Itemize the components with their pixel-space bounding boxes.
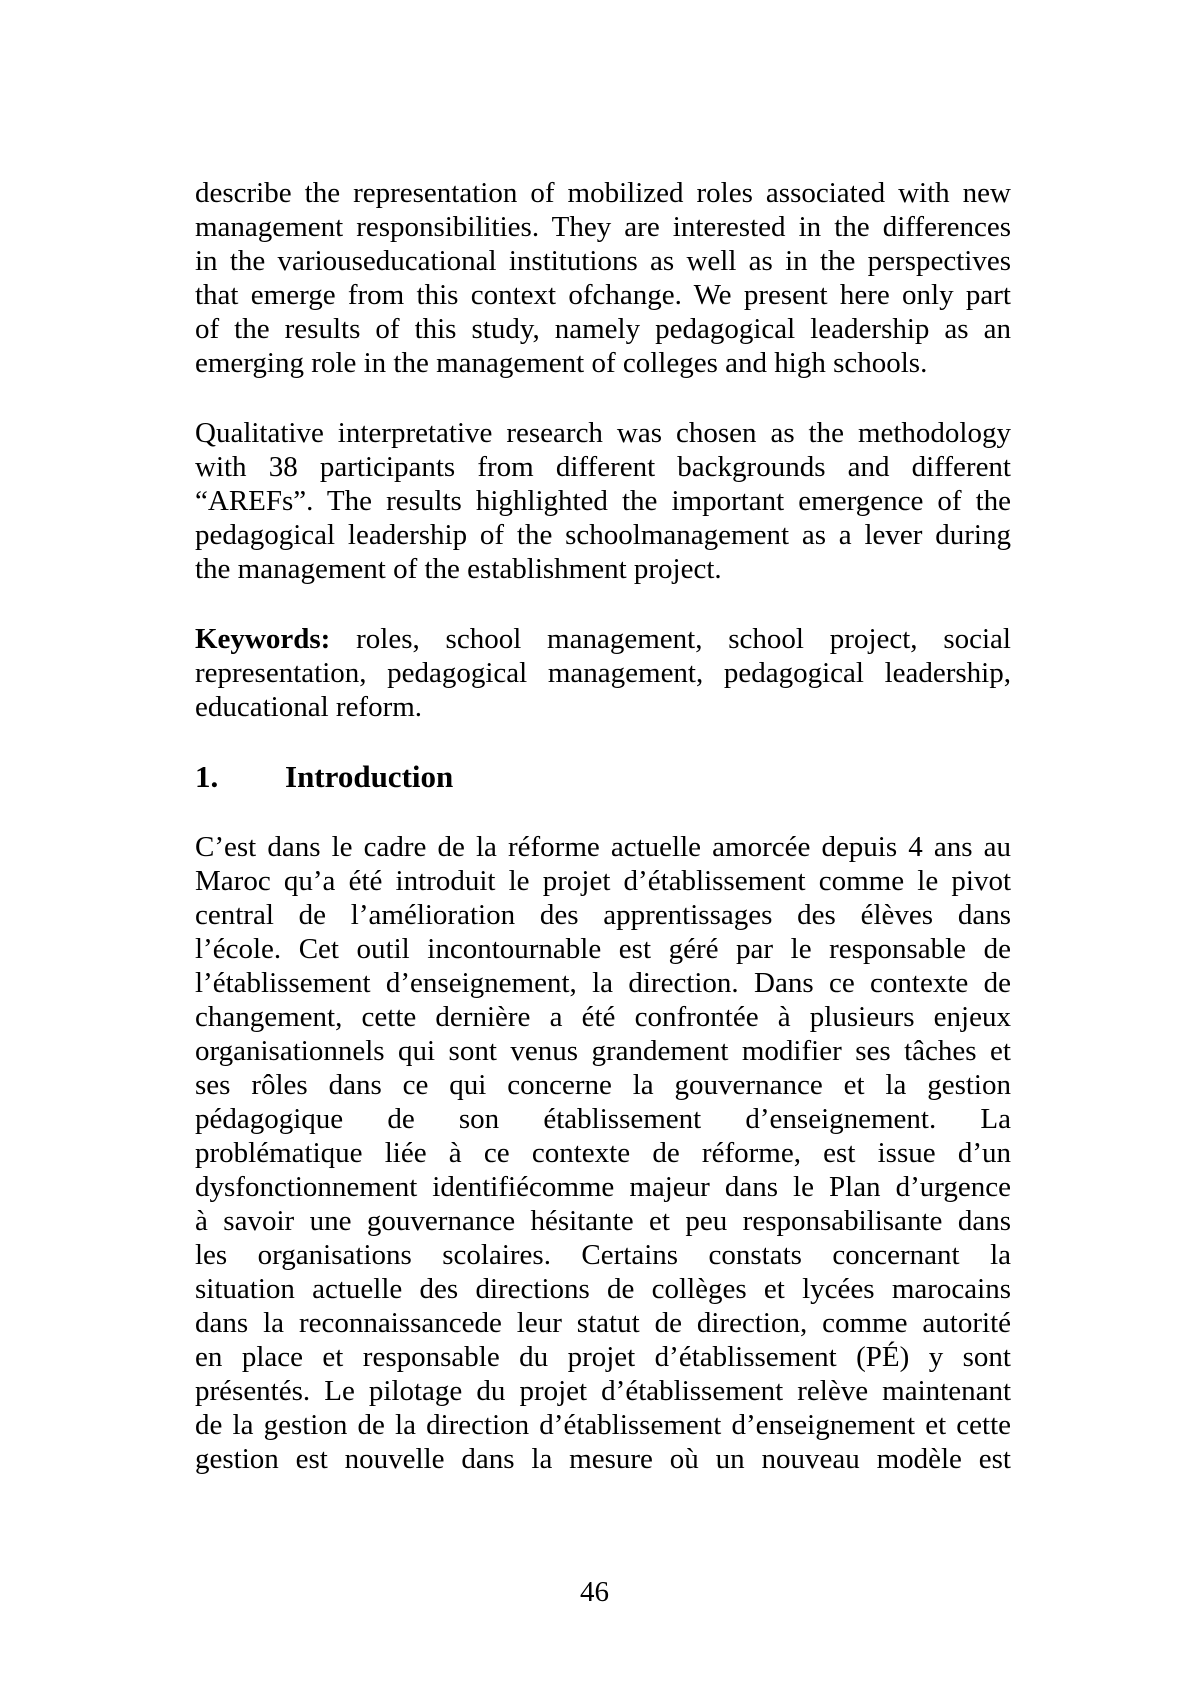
text-line: C’est dans le cadre de la réforme actuelle amorcée depuis 4 ans au xyxy=(195,831,1011,863)
text-line: the management of the establishment project. xyxy=(195,553,722,585)
text-line: dysfonctionnement identifiécomme majeur dans le Plan d’urgence xyxy=(195,1171,1011,1203)
text-line: les organisations scolaires. Certains constats concernant la xyxy=(195,1239,1011,1271)
text-line: problématique liée à ce contexte de réforme, est issue d’un xyxy=(195,1137,1011,1169)
text-line: dans la reconnaissancede leur statut de direction, comme autorité xyxy=(195,1307,1011,1339)
text-line: describe the representation of mobilized roles associated with new xyxy=(195,177,1011,209)
page-number: 46 xyxy=(580,1576,609,1608)
keywords-label: Keywords: xyxy=(195,623,331,655)
text-line: Maroc qu’a été introduit le projet d’établissement comme le pivot xyxy=(195,865,1011,897)
text-line: management responsibilities. They are interested in the differences xyxy=(195,211,1011,243)
text-line: gestion est nouvelle dans la mesure où un nouveau modèle est xyxy=(195,1443,1011,1475)
text-line: à savoir une gouvernance hésitante et peu responsabilisante dans xyxy=(195,1205,1011,1237)
text-line: pédagogique de son établissement d’enseignement. La xyxy=(195,1103,1011,1135)
section-number: 1. xyxy=(195,759,219,794)
text-line: l’établissement d’enseignement, la direction. Dans ce contexte de xyxy=(195,967,1011,999)
keywords-line-1 xyxy=(195,622,1011,656)
introduction-paragraph xyxy=(195,830,1011,1476)
text-block xyxy=(195,176,1011,1512)
text-line: changement, cette dernière a été confrontée à plusieurs enjeux xyxy=(195,1001,1011,1033)
text-line: en place et responsable du projet d’établissement (PÉ) y sont xyxy=(195,1341,1011,1373)
abstract-paragraph-1 xyxy=(195,176,1011,380)
text-line: ses rôles dans ce qui concerne la gouvernance et la gestion xyxy=(195,1069,1011,1101)
text-line: in the variouseducational institutions as well as in the perspectives xyxy=(195,245,1011,277)
text-line: situation actuelle des directions de collèges et lycées marocains xyxy=(195,1273,1011,1305)
abstract-paragraph-2 xyxy=(195,416,1011,586)
section-heading xyxy=(195,760,1011,794)
text-line: pedagogical leadership of the schoolmanagement as a lever during xyxy=(195,519,1011,551)
keywords-line-1-rest: roles, school management, school project, social xyxy=(330,623,1011,655)
text-line: central de l’amélioration des apprentissages des élèves dans xyxy=(195,899,1011,931)
text-line: l’école. Cet outil incontournable est géré par le responsable de xyxy=(195,933,1011,965)
text-line: Qualitative interpretative research was chosen as the methodology xyxy=(195,417,1011,449)
section-title: Introduction xyxy=(285,759,454,794)
text-line: de la gestion de la direction d’établissement d’enseignement et cette xyxy=(195,1409,1011,1441)
keywords-line-3: educational reform. xyxy=(195,691,423,723)
text-line: with 38 participants from different backgrounds and different xyxy=(195,451,1011,483)
keywords-block xyxy=(195,622,1011,724)
text-line: emerging role in the management of colleges and high schools. xyxy=(195,347,928,379)
text-line: that emerge from this context ofchange. We present here only part xyxy=(195,279,1011,311)
keywords-line-2: representation, pedagogical management, pedagogical leadership, xyxy=(195,657,1011,689)
text-line: of the results of this study, namely pedagogical leadership as an xyxy=(195,313,1011,345)
text-line: présentés. Le pilotage du projet d’établissement relève maintenant xyxy=(195,1375,1011,1407)
text-line: organisationnels qui sont venus grandement modifier ses tâches et xyxy=(195,1035,1011,1067)
text-line: “AREFs”. The results highlighted the important emergence of the xyxy=(195,485,1011,517)
